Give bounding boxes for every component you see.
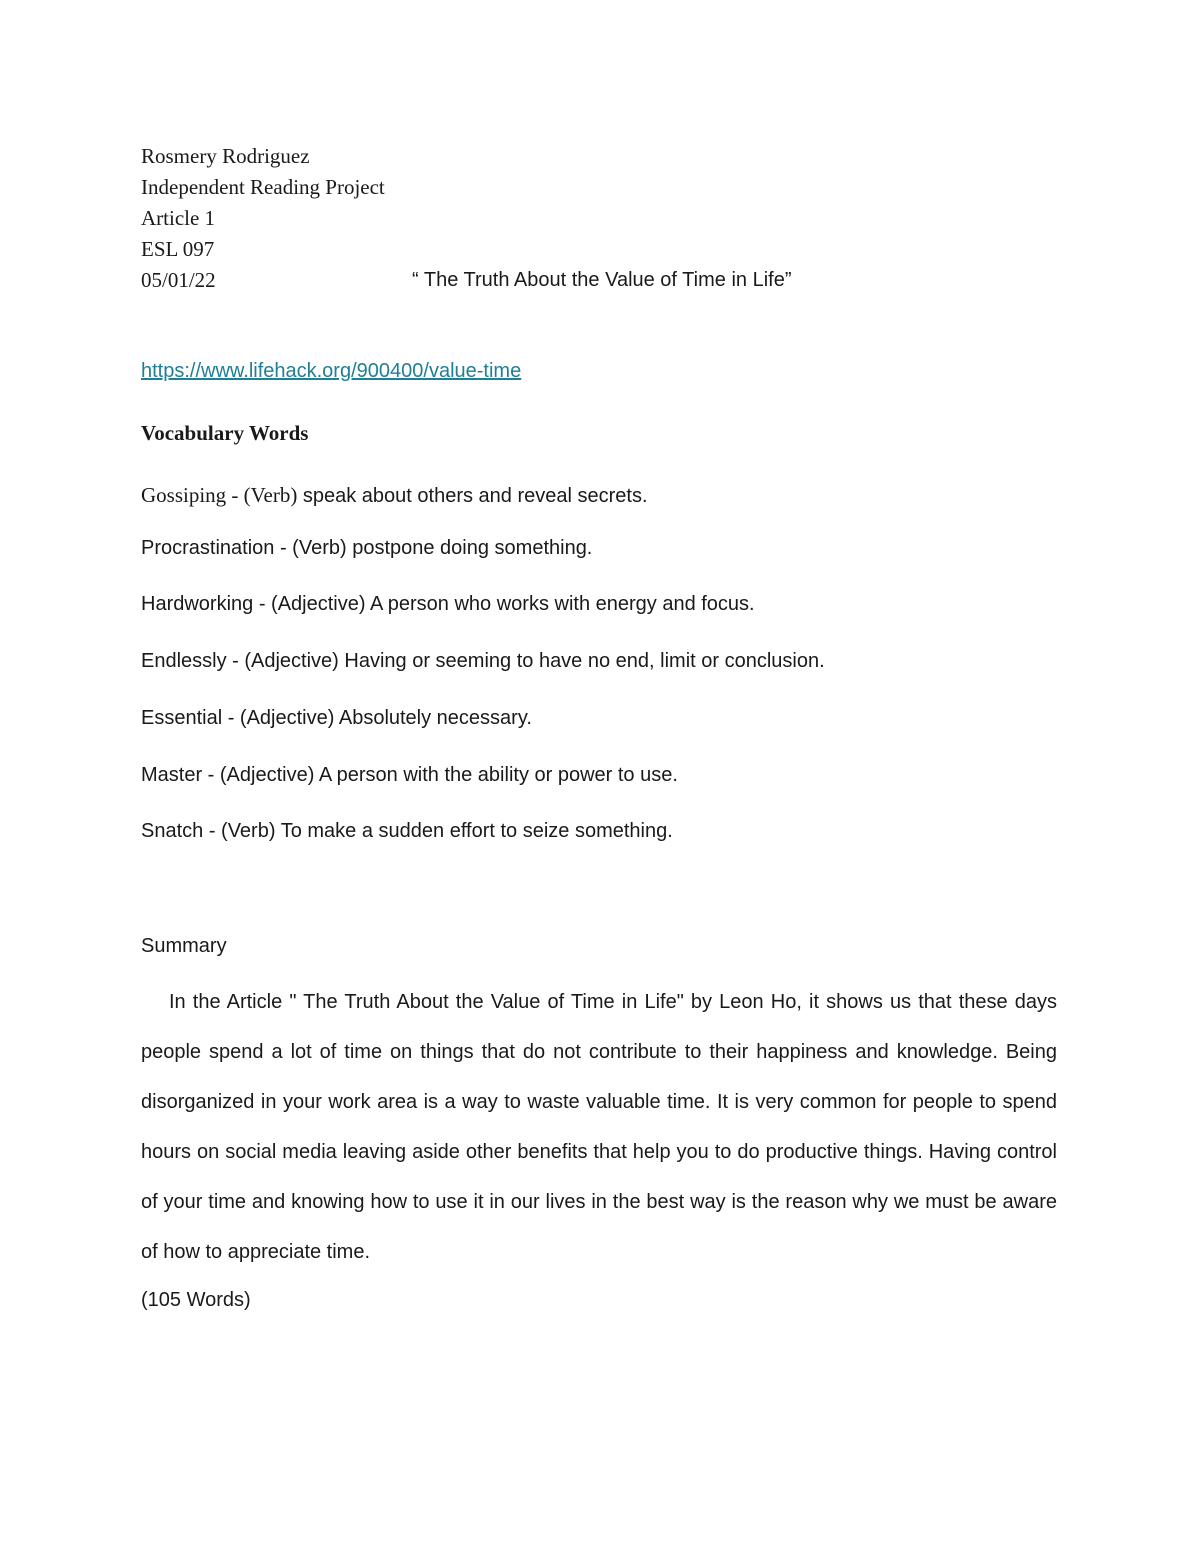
summary-heading: Summary bbox=[141, 935, 227, 957]
vocabulary-heading: Vocabulary Words bbox=[141, 421, 309, 445]
vocab-item-essential bbox=[141, 705, 532, 731]
word-count: (105 Words) bbox=[141, 1289, 251, 1311]
date: 05/01/22 bbox=[141, 268, 216, 292]
vocab-item-endlessly bbox=[141, 648, 825, 674]
article-link[interactable]: https://www.lifehack.org/900400/value-time bbox=[141, 360, 522, 382]
vocab-item-procrastination bbox=[141, 535, 592, 561]
vocab-term: Master - (Adjective) A person with the ability or power to use. bbox=[141, 764, 678, 786]
article-number: Article 1 bbox=[141, 206, 216, 230]
vocab-term: Hardworking - (Adjective) A person who works with energy and focus. bbox=[141, 593, 755, 615]
vocab-term: Gossiping - (Verb) bbox=[141, 483, 298, 507]
vocab-item-hardworking bbox=[141, 591, 755, 617]
vocab-item-gossiping bbox=[141, 482, 648, 509]
vocab-term: Snatch - (Verb) To make a sudden effort to seize something. bbox=[141, 820, 673, 842]
student-name: Rosmery Rodriguez bbox=[141, 144, 310, 168]
summary-paragraph: In the Article " The Truth About the Value of Time in Life" by Leon Ho, it shows us that these days people spend a lot of time on things that do not contribute to their happiness and knowledge. Being disorganized in your work area is a way to waste valuable time. It is very common for people to spend hours on social media leaving aside other benefits that help you to do productive things. Having control of your time and knowing how to use it in our lives in the best way is the reason why we must be aware of how to appreciate time. bbox=[141, 991, 1057, 1263]
vocab-item-snatch bbox=[141, 818, 673, 844]
course-code: ESL 097 bbox=[141, 237, 215, 261]
article-title: “ The Truth About the Value of Time in Life” bbox=[412, 269, 792, 291]
vocab-item-master bbox=[141, 762, 678, 788]
project-name: Independent Reading Project bbox=[141, 175, 385, 199]
vocab-term: Essential - (Adjective) Absolutely necessary. bbox=[141, 707, 532, 729]
vocab-definition: speak about others and reveal secrets. bbox=[297, 485, 648, 507]
vocab-term: Procrastination - (Verb) postpone doing something. bbox=[141, 537, 593, 559]
vocab-term: Endlessly - (Adjective) Having or seeming to have no end, limit or conclusion. bbox=[141, 650, 825, 672]
